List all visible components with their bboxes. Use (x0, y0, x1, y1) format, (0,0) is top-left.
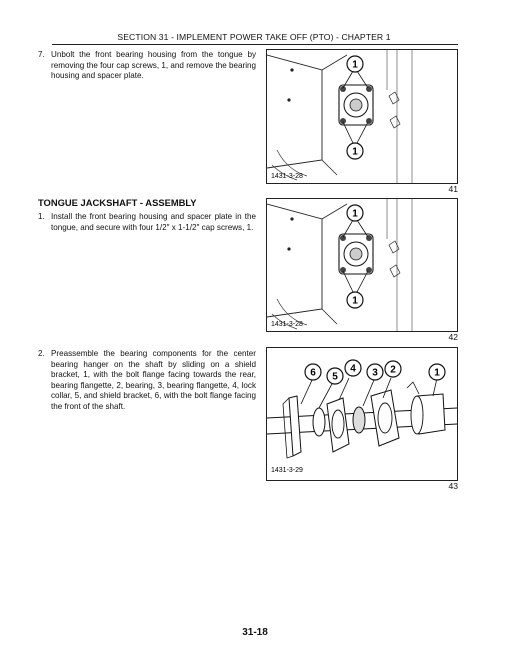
figure-number-41: 41 (448, 184, 458, 194)
step-1 (38, 212, 256, 233)
step-7 (38, 50, 256, 82)
callout-1-bottom (347, 143, 363, 159)
header-rule (52, 44, 458, 45)
callout-3 (367, 364, 383, 380)
svg-text:3: 3 (372, 367, 378, 379)
step-number: 1. (38, 212, 45, 221)
bearing-housing-install-illustration (267, 199, 457, 331)
callout-1-top (347, 205, 363, 221)
figure-43 (266, 347, 458, 481)
svg-text:1: 1 (352, 146, 358, 158)
callout-1 (429, 364, 445, 380)
svg-text:6: 6 (310, 367, 316, 379)
page-number: 31-18 (242, 627, 268, 638)
step-text: Unbolt the front bearing housing from the tongue by removing the four cap screws, 1, and remove the bearing housing and spacer plate. (51, 50, 256, 81)
bearing-components-exploded-illustration (267, 348, 457, 480)
figure-code: 1431-3-28 (271, 321, 303, 328)
figure-code: 1431-3-28 (271, 173, 303, 180)
figure-code: 1431-3-29 (271, 467, 303, 474)
callout-4 (345, 360, 361, 376)
bearing-housing-removal-illustration (267, 50, 457, 183)
step-number: 7. (38, 50, 45, 59)
step-text: Install the front bearing housing and spacer plate in the tongue, and secure with four 1/2″ x 1-1/2″ cap screws, 1. (51, 212, 256, 232)
step-2 (38, 349, 256, 413)
svg-text:1: 1 (352, 208, 358, 220)
svg-text:1: 1 (352, 59, 358, 71)
page-header: SECTION 31 - IMPLEMENT POWER TAKE OFF (PTO) - CHAPTER 1 (117, 32, 391, 42)
svg-text:1: 1 (352, 295, 358, 307)
svg-text:5: 5 (332, 371, 338, 383)
callout-2 (385, 361, 401, 377)
callout-1-bottom (347, 292, 363, 308)
section-title: TONGUE JACKSHAFT - ASSEMBLY (38, 197, 197, 208)
svg-text:2: 2 (390, 364, 396, 376)
callout-5 (327, 368, 343, 384)
step-number: 2. (38, 349, 45, 358)
callout-6 (305, 364, 321, 380)
figure-number-43: 43 (448, 481, 458, 491)
svg-text:4: 4 (350, 363, 356, 375)
callout-1-top (347, 56, 363, 72)
svg-text:1: 1 (434, 367, 440, 379)
figure-41 (266, 49, 458, 184)
figure-number-42: 42 (448, 332, 458, 342)
step-text: Preassemble the bearing components for the center bearing hanger on the shaft by sliding on a shield bracket, 1, with the bolt flange facing towards the rear, bearing flangette, 2, bearing, 3, bearing flangette, 4, lock collar, 5, and shield bracket, 6, with the bolt flange facing the front of the shaft. (51, 349, 256, 411)
figure-42 (266, 198, 458, 332)
